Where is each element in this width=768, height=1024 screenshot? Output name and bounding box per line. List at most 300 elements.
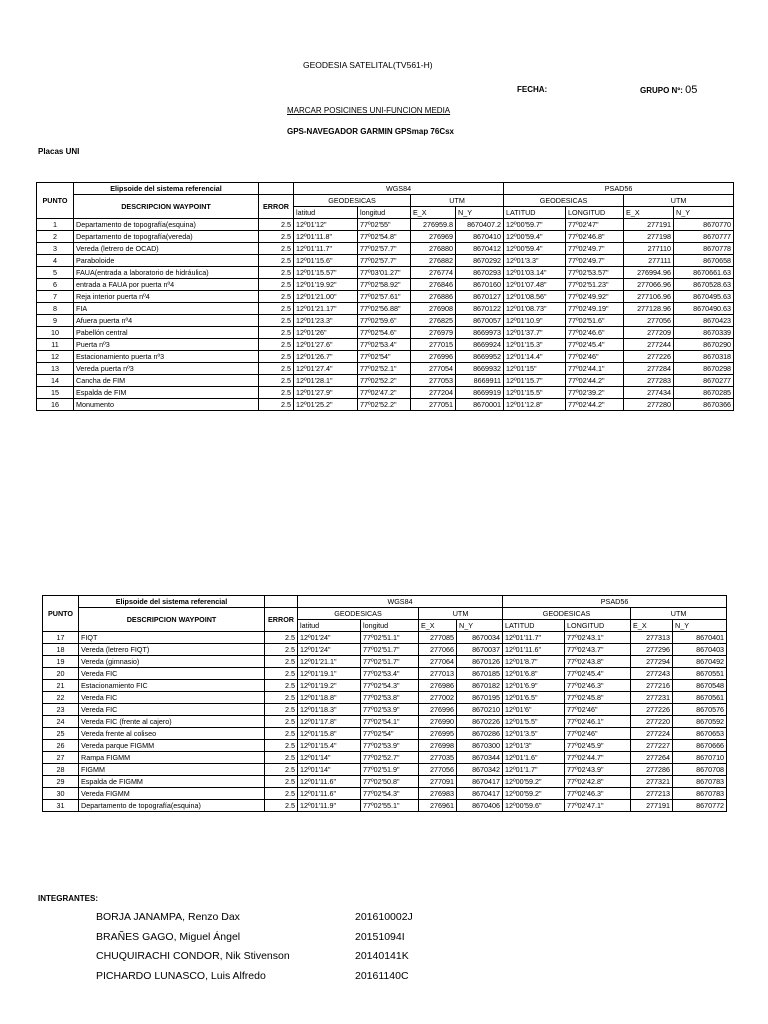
ex-psad56-cell: 277191 [624, 219, 674, 231]
table-row [37, 339, 734, 351]
ex-wgs84-cell: 277056 [419, 764, 457, 776]
ex-wgs84-cell: 276880 [411, 243, 456, 255]
latitud-psad56-cell: 12º01'6" [503, 704, 565, 716]
longitud-wgs84-cell: 77º02'53.9" [361, 740, 419, 752]
table-row [43, 644, 727, 656]
latitud-wgs84-cell: 12º01'15.57" [294, 267, 358, 279]
longitud-wgs84-cell: 77º03'01.27" [358, 267, 411, 279]
punto-cell: 7 [37, 291, 74, 303]
latitud-psad56-cell: 12º01'5.5" [503, 716, 565, 728]
ny-wgs84-cell: 8669911 [456, 375, 504, 387]
descripcion-cell: Monumento [74, 399, 259, 411]
header-geodesicas-wgs84: GEODESICAS [298, 608, 419, 620]
ny-psad56-cell: 8670339 [674, 327, 734, 339]
grupo-label: GRUPO Nº: [640, 86, 683, 95]
longitud-psad56-cell: 77º02'46.3" [565, 680, 631, 692]
ex-psad56-cell: 277056 [624, 315, 674, 327]
descripcion-cell: Vereda FIC [79, 668, 265, 680]
ex-wgs84-cell: 277085 [419, 632, 457, 644]
header-punto: PUNTO [37, 183, 74, 219]
table-row [43, 740, 727, 752]
latitud-psad56-cell: 12º01'03.14" [504, 267, 566, 279]
longitud-wgs84-cell: 77º02'51.7" [361, 644, 419, 656]
latitud-wgs84-cell: 12º01'17.8" [298, 716, 361, 728]
latitud-psad56-cell: 12º01'1.6" [503, 752, 565, 764]
header-psad56: PSAD56 [504, 183, 734, 195]
ex-psad56-cell: 277106.96 [624, 291, 674, 303]
latitud-psad56-cell: 12º01'08.56" [504, 291, 566, 303]
longitud-psad56-cell: 77º02'49.92" [566, 291, 624, 303]
ny-psad56-cell: 8670592 [673, 716, 727, 728]
latitud-wgs84-cell: 12º01'26" [294, 327, 358, 339]
header-psad56: PSAD56 [503, 596, 727, 608]
descripcion-cell: Estacionamiento FIC [79, 680, 265, 692]
header-longitud-psad56: LONGITUD [565, 620, 631, 632]
longitud-psad56-cell: 77º02'45.4" [565, 668, 631, 680]
ex-psad56-cell: 277244 [624, 339, 674, 351]
longitud-psad56-cell: 77º02'51.23" [566, 279, 624, 291]
latitud-wgs84-cell: 12º01'11.6" [298, 788, 361, 800]
error-cell: 2.5 [265, 716, 298, 728]
table-row [37, 243, 734, 255]
longitud-wgs84-cell: 77º02'55.1" [361, 800, 419, 812]
latitud-psad56-cell: 12º01'11.6" [503, 644, 565, 656]
ny-wgs84-cell: 8669932 [456, 363, 504, 375]
ex-psad56-cell: 277066.96 [624, 279, 674, 291]
ny-wgs84-cell: 8670293 [456, 267, 504, 279]
descripcion-cell: FIGMM [79, 764, 265, 776]
table-row [37, 315, 734, 327]
ex-psad56-cell: 277264 [631, 752, 673, 764]
ny-psad56-cell: 8670490.63 [674, 303, 734, 315]
longitud-wgs84-cell: 77º02'54" [361, 728, 419, 740]
member-code: 20161140C [355, 969, 409, 982]
latitud-psad56-cell: 12º00'59.2" [503, 776, 565, 788]
table-row [43, 800, 727, 812]
longitud-psad56-cell: 77º02'46.1" [565, 716, 631, 728]
latitud-wgs84-cell: 12º01'27.4" [294, 363, 358, 375]
punto-cell: 2 [37, 231, 74, 243]
error-cell: 2.5 [259, 243, 294, 255]
error-cell: 2.5 [259, 279, 294, 291]
error-cell: 2.5 [265, 644, 298, 656]
longitud-wgs84-cell: 77º02'58.92" [358, 279, 411, 291]
table-row [37, 327, 734, 339]
ex-wgs84-cell: 276959.8 [411, 219, 456, 231]
descripcion-cell: Vereda puerta nº3 [74, 363, 259, 375]
ex-wgs84-cell: 276998 [419, 740, 457, 752]
table-row [37, 387, 734, 399]
ny-psad56-cell: 8670285 [674, 387, 734, 399]
error-cell: 2.5 [259, 339, 294, 351]
table-row [43, 680, 727, 692]
ex-psad56-cell: 277111 [624, 255, 674, 267]
error-cell: 2.5 [265, 764, 298, 776]
error-cell: 2.5 [259, 351, 294, 363]
longitud-psad56-cell: 77º02'46" [566, 351, 624, 363]
ex-psad56-cell: 277128.96 [624, 303, 674, 315]
header-wgs84: WGS84 [298, 596, 503, 608]
latitud-wgs84-cell: 12º01'11.7" [294, 243, 358, 255]
longitud-psad56-cell: 77º02'43.1" [565, 632, 631, 644]
longitud-wgs84-cell: 77º02'54.3" [361, 788, 419, 800]
ny-psad56-cell: 8670666 [673, 740, 727, 752]
descripcion-cell: Rampa FIGMM [79, 752, 265, 764]
latitud-psad56-cell: 12º01'14.4" [504, 351, 566, 363]
descripcion-cell: Vereda FIC [79, 704, 265, 716]
latitud-psad56-cell: 12º00'59.7" [504, 219, 566, 231]
longitud-wgs84-cell: 77º02'53.9" [361, 704, 419, 716]
table-row [43, 764, 727, 776]
ny-wgs84-cell: 8669973 [456, 327, 504, 339]
punto-cell: 9 [37, 315, 74, 327]
table-row [43, 728, 727, 740]
punto-cell: 10 [37, 327, 74, 339]
ny-wgs84-cell: 8670410 [456, 231, 504, 243]
ny-psad56-cell: 8670298 [674, 363, 734, 375]
latitud-psad56-cell: 12º01'8.7" [503, 656, 565, 668]
longitud-psad56-cell: 77º02'51.6" [566, 315, 624, 327]
ex-wgs84-cell: 277013 [419, 668, 457, 680]
ex-psad56-cell: 277220 [631, 716, 673, 728]
header-elipsoide: Elipsoide del sistema referencial [79, 596, 265, 608]
ny-wgs84-cell: 8670126 [457, 656, 503, 668]
ex-wgs84-cell: 276995 [419, 728, 457, 740]
header-geodesicas-wgs84: GEODESICAS [294, 195, 411, 207]
ny-psad56-cell: 8670551 [673, 668, 727, 680]
table-row [43, 776, 727, 788]
ex-wgs84-cell: 277064 [419, 656, 457, 668]
ny-psad56-cell: 8670708 [673, 764, 727, 776]
table-row [37, 291, 734, 303]
header-descripcion: DESCRIPCION WAYPOINT [79, 608, 265, 632]
longitud-psad56-cell: 77º02'46.3" [565, 788, 631, 800]
longitud-wgs84-cell: 77º02'47.2" [358, 387, 411, 399]
ny-wgs84-cell: 8670286 [457, 728, 503, 740]
header-latitud-wgs84: latitud [298, 620, 361, 632]
ny-psad56-cell: 8670710 [673, 752, 727, 764]
descripcion-cell: Estacionamiento puerta nº3 [74, 351, 259, 363]
error-cell: 2.5 [265, 728, 298, 740]
punto-cell: 26 [43, 740, 79, 752]
member-name: BORJA JANAMPA, Renzo Dax [96, 911, 240, 923]
longitud-psad56-cell: 77º02'46.8" [566, 231, 624, 243]
descripcion-cell: Departamento de topografía(esquina) [74, 219, 259, 231]
longitud-wgs84-cell: 77º02'52.1" [358, 363, 411, 375]
ex-wgs84-cell: 277035 [419, 752, 457, 764]
latitud-wgs84-cell: 12º01'11.9" [298, 800, 361, 812]
table-row [37, 363, 734, 375]
ny-wgs84-cell: 8670210 [457, 704, 503, 716]
latitud-wgs84-cell: 12º01'28.1" [294, 375, 358, 387]
ny-wgs84-cell: 8670226 [457, 716, 503, 728]
waypoints-table-2 [42, 595, 727, 812]
longitud-psad56-cell: 77º02'44.1" [566, 363, 624, 375]
ny-wgs84-cell: 8669952 [456, 351, 504, 363]
longitud-psad56-cell: 77º02'46.6" [566, 327, 624, 339]
punto-cell: 19 [43, 656, 79, 668]
header-latitud-wgs84: latitud [294, 207, 358, 219]
latitud-wgs84-cell: 12º01'11.6" [298, 776, 361, 788]
ny-psad56-cell: 8670548 [673, 680, 727, 692]
header-error: ERROR [265, 608, 298, 632]
latitud-wgs84-cell: 12º01'24" [298, 632, 361, 644]
ny-wgs84-cell: 8670344 [457, 752, 503, 764]
error-cell: 2.5 [265, 740, 298, 752]
ny-psad56-cell: 8670401 [673, 632, 727, 644]
header-ex-psad56: E_X [631, 620, 673, 632]
punto-cell: 13 [37, 363, 74, 375]
ny-wgs84-cell: 8669919 [456, 387, 504, 399]
punto-cell: 16 [37, 399, 74, 411]
header-latitud-psad56: LATITUD [504, 207, 566, 219]
latitud-wgs84-cell: 12º01'15.4" [298, 740, 361, 752]
longitud-wgs84-cell: 77º02'50.8" [361, 776, 419, 788]
punto-cell: 15 [37, 387, 74, 399]
ny-wgs84-cell: 8670407.2 [456, 219, 504, 231]
punto-cell: 20 [43, 668, 79, 680]
error-cell: 2.5 [259, 303, 294, 315]
error-cell: 2.5 [259, 255, 294, 267]
ex-psad56-cell: 277280 [624, 399, 674, 411]
descripcion-cell: FAUA(entrada a laboratorio de hidráulica) [74, 267, 259, 279]
longitud-psad56-cell: 77º02'49.19" [566, 303, 624, 315]
longitud-wgs84-cell: 77º02'51.9" [361, 764, 419, 776]
ny-wgs84-cell: 8670342 [457, 764, 503, 776]
ex-psad56-cell: 277110 [624, 243, 674, 255]
table-row [37, 255, 734, 267]
header-ny-psad56: N_Y [674, 207, 734, 219]
punto-cell: 27 [43, 752, 79, 764]
latitud-psad56-cell: 12º01'6.8" [503, 668, 565, 680]
longitud-wgs84-cell: 77º02'54.3" [361, 680, 419, 692]
table-row [37, 375, 734, 387]
latitud-wgs84-cell: 12º01'11.8" [294, 231, 358, 243]
longitud-psad56-cell: 77º02'45.4" [566, 339, 624, 351]
punto-cell: 1 [37, 219, 74, 231]
ex-psad56-cell: 277313 [631, 632, 673, 644]
latitud-wgs84-cell: 12º01'15.8" [298, 728, 361, 740]
grupo-value: 05 [685, 84, 698, 96]
waypoints-table-1 [36, 182, 734, 411]
punto-cell: 31 [43, 800, 79, 812]
punto-cell: 3 [37, 243, 74, 255]
longitud-wgs84-cell: 77º02'53.4" [361, 668, 419, 680]
ex-psad56-cell: 277216 [631, 680, 673, 692]
descripcion-cell: Vereda (letrero FIQT) [79, 644, 265, 656]
punto-cell: 14 [37, 375, 74, 387]
header-empty-cell [259, 183, 294, 195]
header-error: ERROR [259, 195, 294, 219]
latitud-psad56-cell: 12º00'59.2" [503, 788, 565, 800]
header-empty-cell [265, 596, 298, 608]
table-row [43, 716, 727, 728]
header-longitud-wgs84: longitud [361, 620, 419, 632]
descripcion-cell: Puerta nº3 [74, 339, 259, 351]
ex-wgs84-cell: 276882 [411, 255, 456, 267]
latitud-wgs84-cell: 12º01'14" [298, 752, 361, 764]
error-cell: 2.5 [259, 363, 294, 375]
ny-wgs84-cell: 8670034 [457, 632, 503, 644]
ny-wgs84-cell: 8670417 [457, 776, 503, 788]
descripcion-cell: entrada a FAUA por puerta nº4 [74, 279, 259, 291]
longitud-wgs84-cell: 77º02'59.6" [358, 315, 411, 327]
ny-psad56-cell: 8670277 [674, 375, 734, 387]
document-title: GEODESIA SATELITAL(TV561-H) [303, 60, 433, 70]
ny-wgs84-cell: 8670127 [456, 291, 504, 303]
latitud-psad56-cell: 12º01'3" [503, 740, 565, 752]
punto-cell: 12 [37, 351, 74, 363]
latitud-psad56-cell: 12º01'6.9" [503, 680, 565, 692]
ex-psad56-cell: 276994.96 [624, 267, 674, 279]
ny-psad56-cell: 8670770 [674, 219, 734, 231]
table-row [37, 279, 734, 291]
descripcion-cell: Vereda FIGMM [79, 788, 265, 800]
latitud-wgs84-cell: 12º01'12" [294, 219, 358, 231]
ex-psad56-cell: 277226 [624, 351, 674, 363]
descripcion-cell: Vereda parque FIGMM [79, 740, 265, 752]
ny-wgs84-cell: 8670037 [457, 644, 503, 656]
longitud-wgs84-cell: 77º02'56.88" [358, 303, 411, 315]
punto-cell: 24 [43, 716, 79, 728]
punto-cell: 6 [37, 279, 74, 291]
punto-cell: 8 [37, 303, 74, 315]
latitud-wgs84-cell: 12º01'27.6" [294, 339, 358, 351]
ny-psad56-cell: 8670423 [674, 315, 734, 327]
header-punto: PUNTO [43, 596, 79, 632]
member-name: BRAÑES GAGO, Miguel Ángel [96, 930, 241, 943]
header-longitud-psad56: LONGITUD [566, 207, 624, 219]
descripcion-cell: Vereda (letrero de OCAD) [74, 243, 259, 255]
ny-wgs84-cell: 8670001 [456, 399, 504, 411]
ex-psad56-cell: 277191 [631, 800, 673, 812]
latitud-wgs84-cell: 12º01'15.6" [294, 255, 358, 267]
ex-psad56-cell: 277227 [631, 740, 673, 752]
latitud-psad56-cell: 12º01'15.7" [504, 375, 566, 387]
ny-psad56-cell: 8670576 [673, 704, 727, 716]
latitud-wgs84-cell: 12º01'19.1" [298, 668, 361, 680]
table-row [43, 752, 727, 764]
grupo-field [640, 84, 697, 96]
latitud-psad56-cell: 12º00'59.4" [504, 243, 566, 255]
ny-wgs84-cell: 8670182 [457, 680, 503, 692]
ny-psad56-cell: 8670783 [673, 788, 727, 800]
ny-wgs84-cell: 8670185 [457, 668, 503, 680]
latitud-wgs84-cell: 12º01'19.92" [294, 279, 358, 291]
header-latitud-psad56: LATITUD [503, 620, 565, 632]
ex-psad56-cell: 277231 [631, 692, 673, 704]
descripcion-cell: Vereda (gimnasio) [79, 656, 265, 668]
ex-wgs84-cell: 276996 [419, 704, 457, 716]
descripcion-cell: Departamento de topografía(vereda) [74, 231, 259, 243]
longitud-psad56-cell: 77º02'43.8" [565, 656, 631, 668]
ex-psad56-cell: 277224 [631, 728, 673, 740]
header-geodesicas-psad56: GEODESICAS [504, 195, 624, 207]
header-ny-wgs84: N_Y [456, 207, 504, 219]
ex-wgs84-cell: 277204 [411, 387, 456, 399]
longitud-wgs84-cell: 77º02'52.2" [358, 399, 411, 411]
ny-wgs84-cell: 8670057 [456, 315, 504, 327]
descripcion-cell: Afuera puerta nº4 [74, 315, 259, 327]
ny-psad56-cell: 8670290 [674, 339, 734, 351]
error-cell: 2.5 [259, 387, 294, 399]
latitud-wgs84-cell: 12º01'14" [298, 764, 361, 776]
table-row [43, 632, 727, 644]
member-name: PICHARDO LUNASCO, Luis Alfredo [96, 969, 266, 982]
member-code: 20140141K [355, 950, 409, 962]
ny-psad56-cell: 8670492 [673, 656, 727, 668]
longitud-wgs84-cell: 77º02'53.8" [361, 692, 419, 704]
ny-wgs84-cell: 8670406 [457, 800, 503, 812]
longitud-wgs84-cell: 77º02'57.7" [358, 255, 411, 267]
ex-psad56-cell: 277198 [624, 231, 674, 243]
fecha-label: FECHA: [517, 85, 548, 94]
longitud-psad56-cell: 77º02'44.7" [565, 752, 631, 764]
longitud-wgs84-cell: 77º02'57.7" [358, 243, 411, 255]
ex-wgs84-cell: 277091 [419, 776, 457, 788]
ny-psad56-cell: 8670366 [674, 399, 734, 411]
longitud-psad56-cell: 77º02'39.2" [566, 387, 624, 399]
latitud-psad56-cell: 12º01'1.7" [503, 764, 565, 776]
longitud-psad56-cell: 77º02'42.8" [565, 776, 631, 788]
ny-wgs84-cell: 8669924 [456, 339, 504, 351]
ex-wgs84-cell: 277054 [411, 363, 456, 375]
table-row [37, 399, 734, 411]
ex-wgs84-cell: 277015 [411, 339, 456, 351]
longitud-psad56-cell: 77º02'49.7" [566, 243, 624, 255]
longitud-wgs84-cell: 77º02'51.1" [361, 632, 419, 644]
latitud-wgs84-cell: 12º01'19.2" [298, 680, 361, 692]
ny-psad56-cell: 8670318 [674, 351, 734, 363]
table-row [43, 668, 727, 680]
error-cell: 2.5 [259, 315, 294, 327]
ny-psad56-cell: 8670778 [674, 243, 734, 255]
header-ny-psad56: N_Y [673, 620, 727, 632]
ex-psad56-cell: 277226 [631, 704, 673, 716]
ex-wgs84-cell: 276979 [411, 327, 456, 339]
descripcion-cell: Vereda FIC (frente al cajero) [79, 716, 265, 728]
longitud-psad56-cell: 77º02'44.2" [566, 399, 624, 411]
ny-wgs84-cell: 8670417 [457, 788, 503, 800]
longitud-psad56-cell: 77º02'45.8" [565, 692, 631, 704]
ny-psad56-cell: 8670777 [674, 231, 734, 243]
table-row [37, 219, 734, 231]
ex-psad56-cell: 277243 [631, 668, 673, 680]
longitud-psad56-cell: 77º02'49.7" [566, 255, 624, 267]
punto-cell: 23 [43, 704, 79, 716]
longitud-wgs84-cell: 77º02'54.8" [358, 231, 411, 243]
ex-wgs84-cell: 276983 [419, 788, 457, 800]
ny-psad56-cell: 8670403 [673, 644, 727, 656]
longitud-wgs84-cell: 77º02'52.2" [358, 375, 411, 387]
table-row [37, 231, 734, 243]
descripcion-cell: Paraboloide [74, 255, 259, 267]
longitud-wgs84-cell: 77º02'55" [358, 219, 411, 231]
header-longitud-wgs84: longitud [358, 207, 411, 219]
ny-wgs84-cell: 8670160 [456, 279, 504, 291]
error-cell: 2.5 [265, 680, 298, 692]
latitud-psad56-cell: 12º01'15" [504, 363, 566, 375]
table-row [37, 267, 734, 279]
table-row [37, 303, 734, 315]
punto-cell: 21 [43, 680, 79, 692]
ex-psad56-cell: 277213 [631, 788, 673, 800]
error-cell: 2.5 [265, 788, 298, 800]
longitud-wgs84-cell: 77º02'54" [358, 351, 411, 363]
descripcion-cell: Vereda frente al coliseo [79, 728, 265, 740]
ex-wgs84-cell: 277066 [419, 644, 457, 656]
ex-psad56-cell: 277283 [624, 375, 674, 387]
